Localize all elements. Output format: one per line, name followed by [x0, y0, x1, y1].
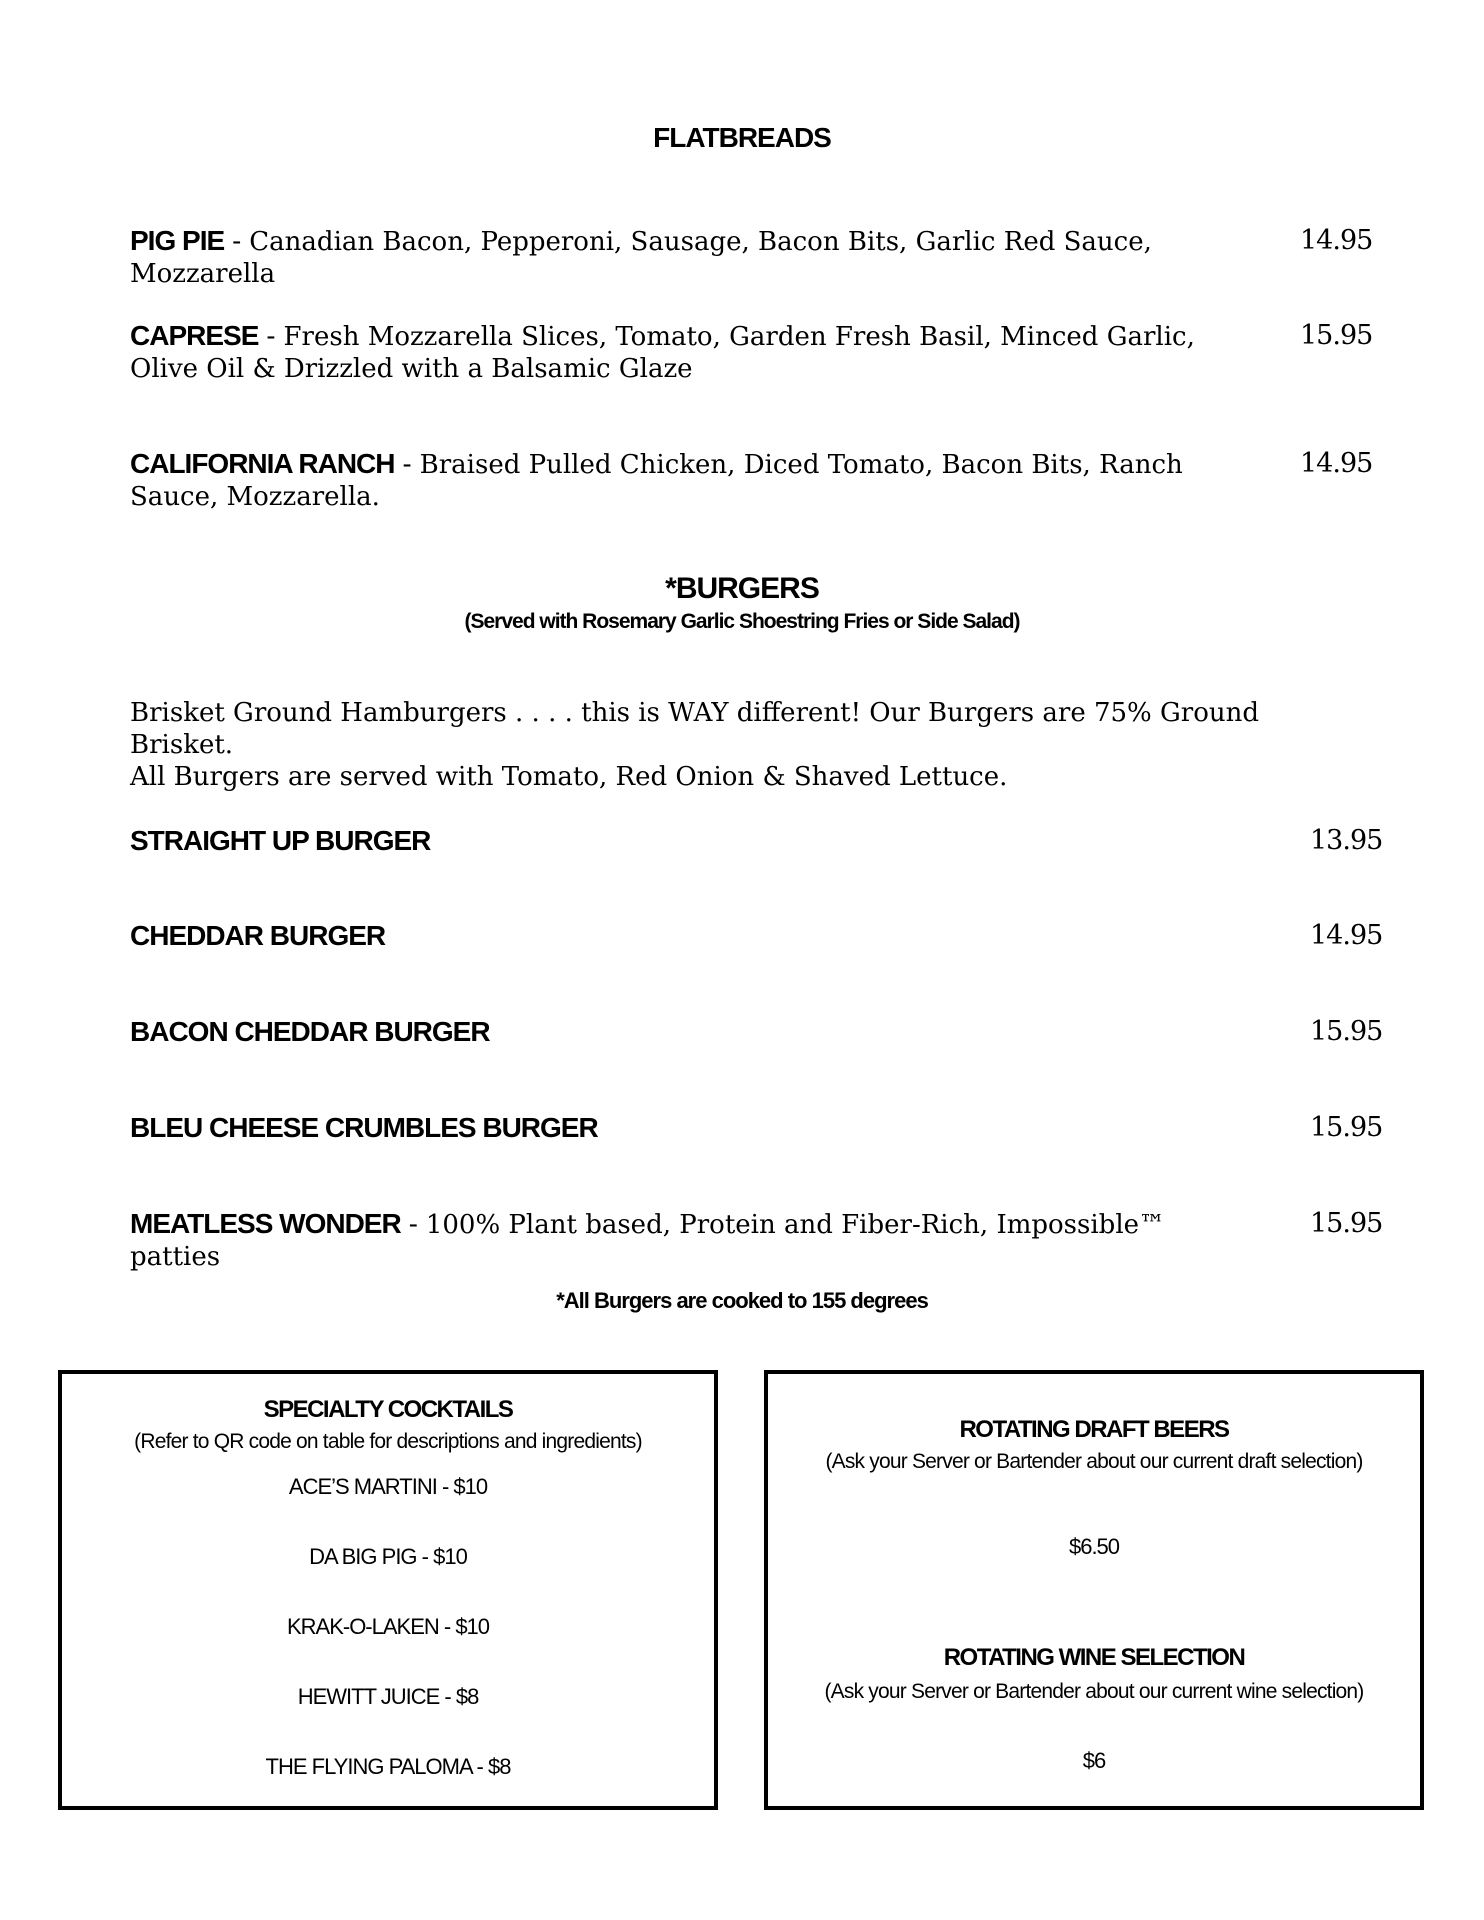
flatbreads-heading: FLATBREADS	[653, 122, 831, 153]
beer-title: ROTATING DRAFT BEERS	[959, 1416, 1229, 1443]
item-name: BACON CHEDDAR BURGER	[130, 1016, 490, 1047]
item-separator: -	[402, 449, 412, 480]
beer-price: $6.50	[1068, 1534, 1120, 1559]
item-separator: -	[232, 226, 242, 257]
item-separator: -	[408, 1209, 418, 1240]
item-price: 15.95	[1300, 320, 1373, 351]
cocktail-item: KRAK-O-LAKEN - $10	[286, 1614, 490, 1639]
burgers-heading: *BURGERS	[665, 572, 819, 605]
item-price: 14.95	[1310, 920, 1383, 951]
menu-item-caprese	[130, 320, 1250, 385]
menu-item-bacon-cheddar-burger	[130, 1016, 1230, 1049]
menu-item-cheddar-burger	[130, 920, 1230, 953]
item-separator: -	[266, 321, 276, 352]
item-price: 14.95	[1300, 225, 1373, 256]
item-price: 13.95	[1310, 825, 1383, 856]
item-description: 100% Plant based, Protein and Fiber-Rich, Impossible™ patties	[130, 1210, 1166, 1272]
item-name: CALIFORNIA RANCH	[130, 448, 395, 479]
burgers-subtitle: (Served with Rosemary Garlic Shoestring Fries or Side Salad)	[464, 610, 1020, 633]
item-description: Braised Pulled Chicken, Diced Tomato, Bacon Bits, Ranch Sauce, Mozzarella.	[130, 450, 1183, 512]
cocktails-box	[58, 1370, 718, 1810]
cocktails-subtitle: (Refer to QR code on table for descriptions and ingredients)	[134, 1430, 642, 1453]
cocktail-item: THE FLYING PALOMA - $8	[265, 1754, 511, 1779]
beer-subtitle: (Ask your Server or Bartender about our current draft selection)	[825, 1450, 1363, 1473]
item-name: CAPRESE	[130, 320, 259, 351]
item-name: PIG PIE	[130, 225, 225, 256]
item-price: 15.95	[1310, 1016, 1383, 1047]
item-price: 15.95	[1310, 1208, 1383, 1239]
burgers-intro	[130, 697, 1280, 793]
cocktail-item: ACE’S MARTINI - $10	[288, 1474, 488, 1499]
item-description: Canadian Bacon, Pepperoni, Sausage, Bacon Bits, Garlic Red Sauce, Mozzarella	[130, 227, 1152, 289]
menu-item-pig-pie	[130, 225, 1230, 290]
intro-line: Brisket Ground Hamburgers . . . . this is WAY different! Our Burgers are 75% Ground Brisket.	[130, 698, 1260, 760]
burgers-cook-note: *All Burgers are cooked to 155 degrees	[556, 1288, 928, 1313]
menu-item-bleu-cheese-burger	[130, 1112, 1230, 1145]
item-name: STRAIGHT UP BURGER	[130, 825, 431, 856]
wine-subtitle: (Ask your Server or Bartender about our current wine selection)	[824, 1680, 1364, 1703]
item-name: CHEDDAR BURGER	[130, 920, 386, 951]
item-name: MEATLESS WONDER	[130, 1208, 401, 1239]
wine-price: $6	[1082, 1748, 1106, 1773]
item-price: 15.95	[1310, 1112, 1383, 1143]
item-price: 14.95	[1300, 448, 1373, 479]
menu-item-meatless-wonder	[130, 1208, 1230, 1273]
cocktails-title: SPECIALTY COCKTAILS	[263, 1396, 513, 1423]
cocktail-item: HEWITT JUICE - $8	[297, 1684, 479, 1709]
menu-item-straight-up-burger	[130, 825, 1230, 858]
item-description: Fresh Mozzarella Slices, Tomato, Garden Fresh Basil, Minced Garlic, Olive Oil & Drizzled with a Balsamic Glaze	[130, 322, 1195, 384]
drinks-box	[764, 1370, 1424, 1810]
menu-item-california-ranch	[130, 448, 1230, 513]
wine-title: ROTATING WINE SELECTION	[943, 1644, 1245, 1671]
cocktail-item: DA BIG PIG - $10	[309, 1544, 467, 1569]
item-name: BLEU CHEESE CRUMBLES BURGER	[130, 1112, 598, 1143]
intro-line: All Burgers are served with Tomato, Red Onion & Shaved Lettuce.	[130, 762, 1008, 792]
